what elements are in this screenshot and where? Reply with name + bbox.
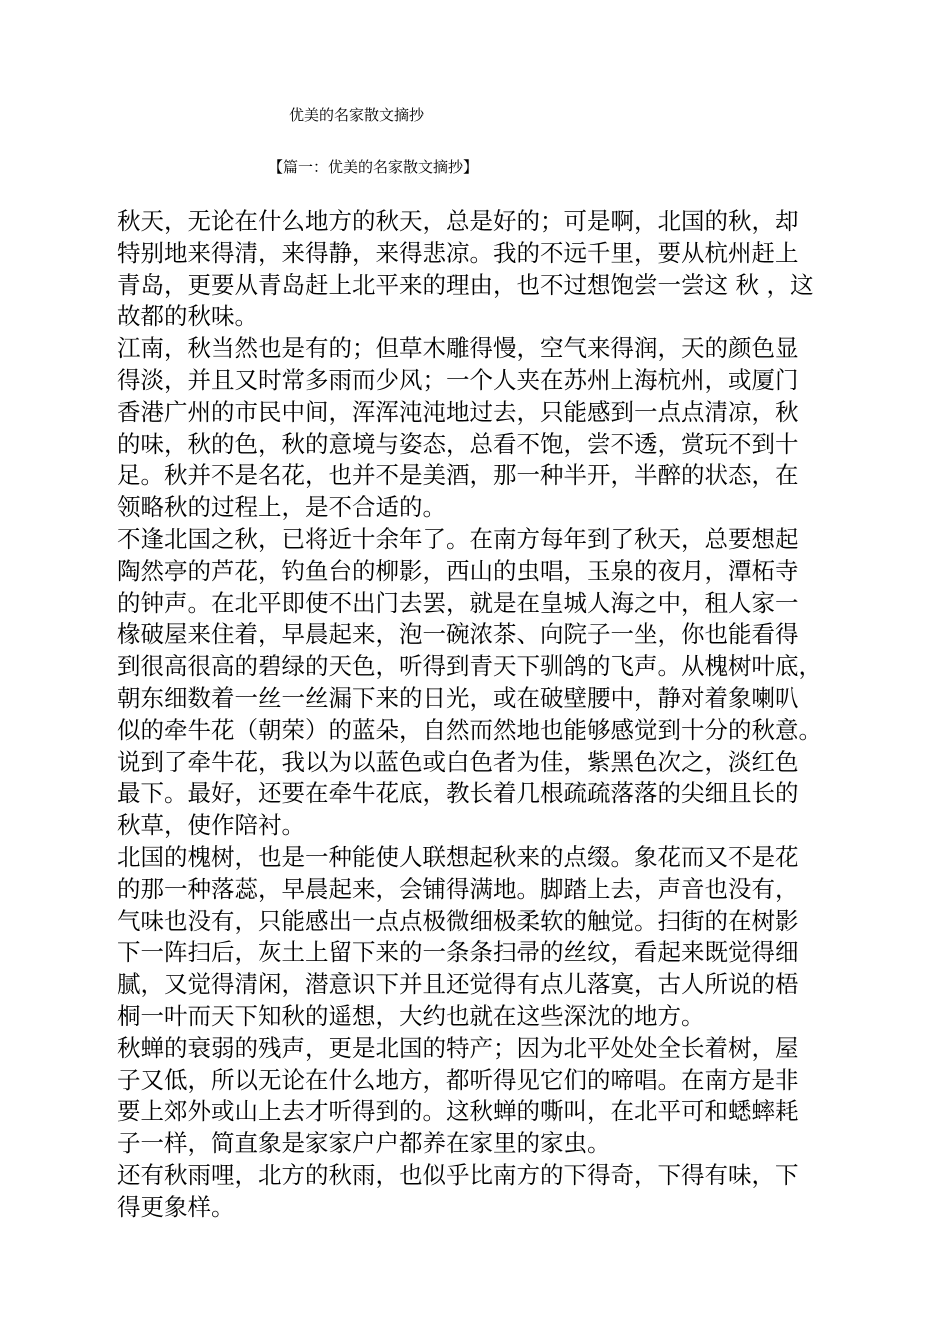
body-line: 北国的槐树，也是一种能使人联想起秋来的点缀。象花而又不是花	[117, 842, 799, 871]
body-line: 下一阵扫后，灰土上留下来的一条条扫帚的丝纹，看起来既觉得细	[117, 938, 799, 967]
body-line: 说到了牵牛花，我以为以蓝色或白色者为佳，紫黑色次之，淡红色	[117, 747, 799, 776]
body-line: 秋蝉的衰弱的残声，更是北国的特产；因为北平处处全长着树，屋	[117, 1033, 799, 1062]
body-line: 秋草，使作陪衬。	[117, 811, 305, 840]
body-line: 到很高很高的碧绿的天色，听得到青天下驯鸽的飞声。从槐树叶底，	[117, 652, 822, 681]
body-line: 得更象样。	[117, 1192, 235, 1221]
body-line: 子一样，简直象是家家户户都养在家里的家虫。	[117, 1129, 611, 1158]
body-line: 得淡，并且又时常多雨而少风；一个人夹在苏州上海杭州，或厦门	[117, 365, 799, 394]
body-line: 秋天，无论在什么地方的秋天，总是好的；可是啊，北国的秋，却	[117, 207, 799, 235]
body-line: 不逢北国之秋，已将近十余年了。在南方每年到了秋天，总要想起	[117, 524, 799, 553]
body-line: 领略秋的过程上，是不合适的。	[117, 493, 446, 522]
body-line: 椽破屋来住着，早晨起来，泡一碗浓茶、向院子一坐，你也能看得	[117, 620, 799, 649]
body-line: 气味也没有，只能感出一点点极微细极柔软的触觉。扫街的在树影	[117, 906, 799, 935]
body-line: 最下。最好，还要在牵牛花底，教长着几根疏疏落落的尖细且长的	[117, 779, 799, 808]
body-line: 似的牵牛花（朝荣）的蓝朵，自然而然地也能够感觉到十分的秋意。	[117, 715, 822, 744]
document-body	[117, 206, 837, 1224]
body-line: 腻，又觉得清闲，潜意识下并且还觉得有点儿落寞，古人所说的梧	[117, 970, 799, 999]
body-line: 香港广州的市民中间，浑浑沌沌地过去，只能感到一点点清凉，秋	[117, 397, 799, 426]
body-line: 还有秋雨哩，北方的秋雨，也似乎比南方的下得奇，下得有味，下	[117, 1160, 799, 1189]
body-line: 要上郊外或山上去才听得到的。这秋蝉的嘶叫，在北平可和蟋蟀耗	[117, 1097, 799, 1126]
document-title: 优美的名家散文摘抄	[289, 106, 425, 124]
body-line: 江南，秋当然也是有的；但草木雕得慢，空气来得润，天的颜色显	[117, 334, 799, 363]
body-line: 青岛，更要从青岛赶上北平来的理由，也不过想饱尝一尝这 秋 ，这	[117, 270, 814, 299]
body-line: 故都的秋味。	[117, 302, 258, 331]
body-line: 朝东细数着一丝一丝漏下来的日光，或在破壁腰中，静对着象喇叭	[117, 683, 799, 712]
body-line: 桐一叶而天下知秋的遥想，大约也就在这些深沈的地方。	[117, 1001, 705, 1030]
body-line: 的味，秋的色，秋的意境与姿态，总看不饱，尝不透，赏玩不到十	[117, 429, 799, 458]
body-line: 子又低，所以无论在什么地方，都听得见它们的啼唱。在南方是非	[117, 1065, 799, 1094]
body-line: 陶然亭的芦花，钓鱼台的柳影，西山的虫唱，玉泉的夜月，潭柘寺	[117, 556, 799, 585]
document-subtitle: 【篇一：优美的名家散文摘抄】	[268, 158, 479, 176]
body-line: 的那一种落蕊，早晨起来，会铺得满地。脚踏上去，声音也没有，	[117, 874, 799, 903]
body-line: 足。秋并不是名花，也并不是美酒，那一种半开，半醉的状态，在	[117, 461, 799, 490]
body-line: 的钟声。在北平即使不出门去罢，就是在皇城人海之中，租人家一	[117, 588, 799, 617]
body-line: 特别地来得清，来得静，来得悲凉。我的不远千里，要从杭州赶上	[117, 238, 799, 267]
